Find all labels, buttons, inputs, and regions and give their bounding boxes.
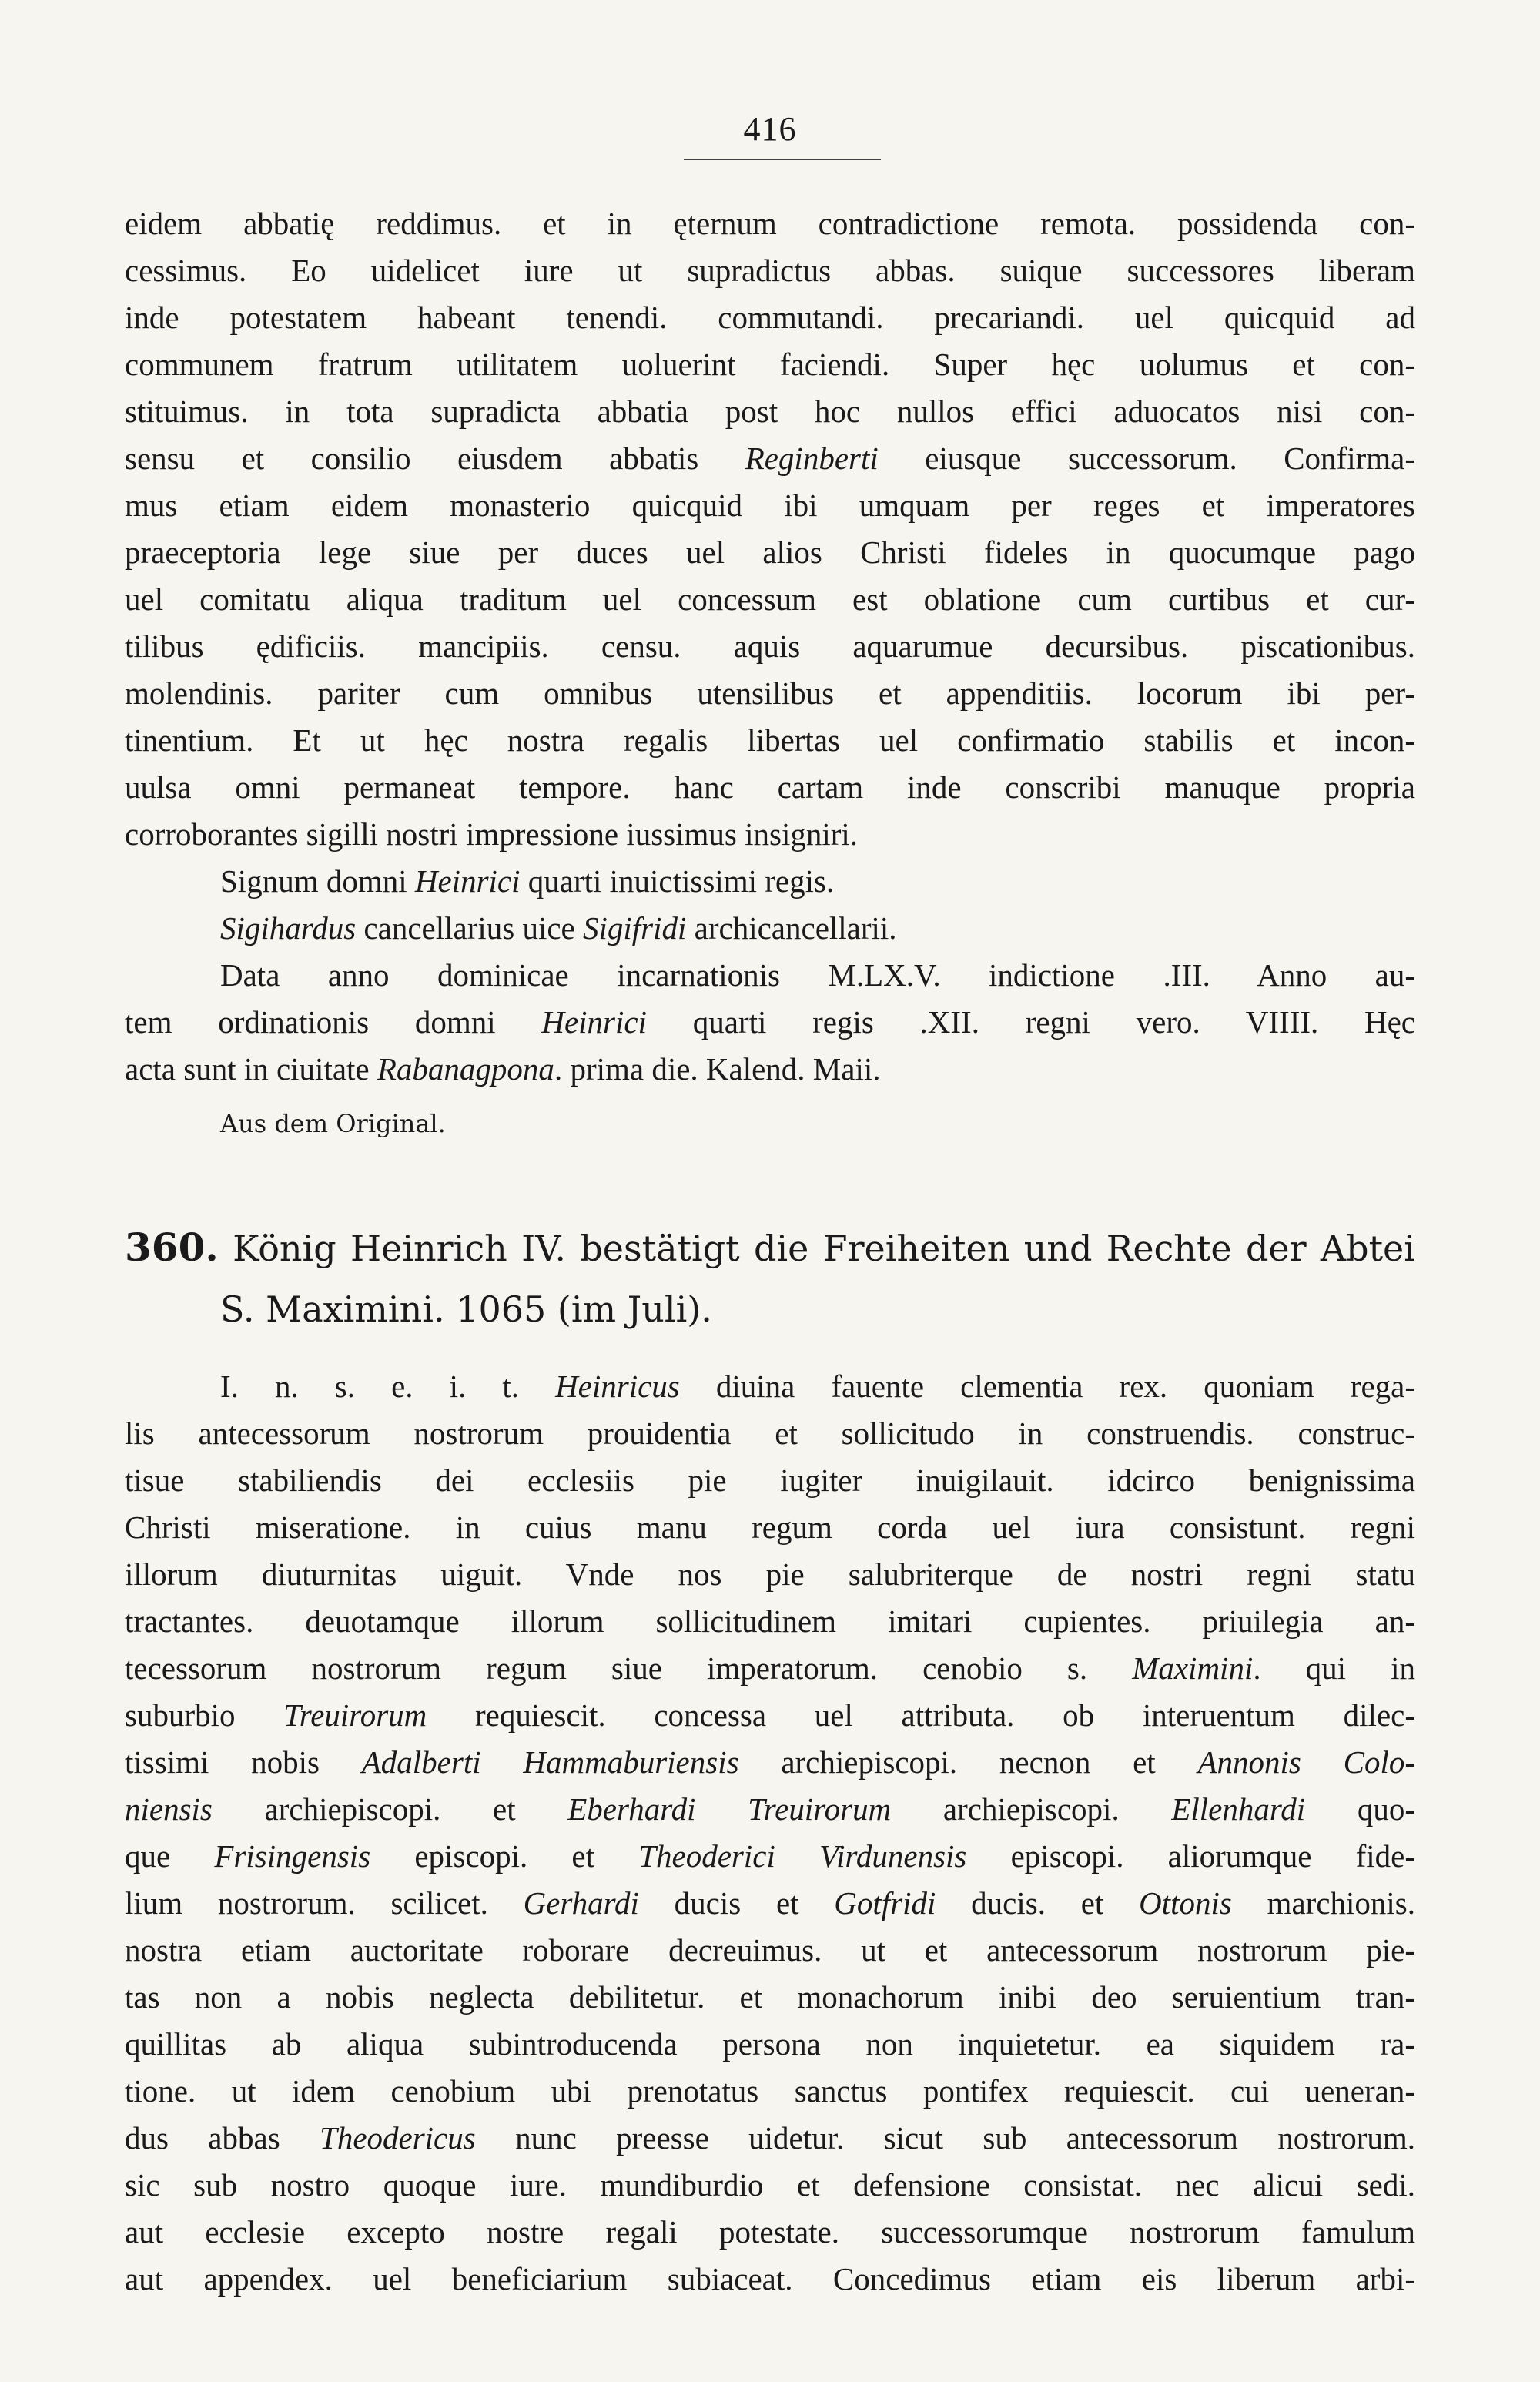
text-line <box>125 1551 1415 1598</box>
italic-name: Ottonis <box>1139 1885 1232 1921</box>
text-line <box>125 1880 1415 1927</box>
text-run: acta sunt in ciuitate <box>125 1051 377 1087</box>
text-line <box>125 1974 1415 2021</box>
text-line <box>125 905 1415 952</box>
text-line <box>125 1645 1415 1692</box>
text-run: communem fratrum utilitatem uoluerint faciendi. Super hęc uolumus et con- <box>125 347 1415 382</box>
text-run: archiepiscopi. et <box>212 1791 568 1827</box>
source-note: Aus dem Original. <box>220 1109 446 1138</box>
text-line <box>125 952 1415 999</box>
text-run: episcopi. aliorumque fide- <box>966 1838 1415 1874</box>
italic-name: Treuirorum <box>283 1697 427 1733</box>
text-run: tas non a nobis neglecta debilitetur. et monachorum inibi deo seruientium tran- <box>125 1979 1415 2015</box>
text-run: inde potestatem habeant tenendi. commutandi. precariandi. uel quicquid ad <box>125 300 1415 335</box>
text-line <box>125 1046 1415 1093</box>
text-run: cancellarius uice <box>356 910 583 946</box>
italic-name: Ellenhardi <box>1171 1791 1306 1827</box>
text-line <box>125 2115 1415 2162</box>
italic-name: Annonis Colo- <box>1197 1744 1415 1780</box>
text-run: I. n. s. e. i. t. <box>220 1369 556 1404</box>
text-run: Signum domni <box>220 863 415 899</box>
charter-text-359-end <box>125 200 1415 1093</box>
text-run: eidem abbatię reddimus. et in ęternum contradictione remota. possidenda con- <box>125 206 1415 241</box>
text-run: quillitas ab aliqua subintroducenda persona non inquietetur. ea siquidem ra- <box>125 2026 1415 2062</box>
text-line <box>125 2068 1415 2115</box>
text-run: marchionis. <box>1231 1885 1415 1921</box>
text-run: tractantes. deuotamque illorum sollicitudinem imitari cupientes. priuilegia an- <box>125 1603 1415 1639</box>
italic-name: Heinricus <box>555 1369 680 1404</box>
text-line <box>125 1833 1415 1880</box>
italic-name: Theodericus <box>320 2120 476 2156</box>
text-line <box>125 670 1415 717</box>
italic-name: Sigihardus <box>220 910 357 946</box>
text-run: quarti inuictissimi regis. <box>520 863 835 899</box>
text-run: uulsa omni permaneat tempore. hanc cartam inde conscribi manuque propria <box>125 769 1415 805</box>
italic-name: Adalberti Hammaburiensis <box>361 1744 739 1780</box>
text-line <box>125 2021 1415 2068</box>
italic-name: Gerhardi <box>523 1885 639 1921</box>
text-run: nunc preesse uidetur. sicut sub antecessorum nostrorum. <box>475 2120 1415 2156</box>
text-line <box>125 2162 1415 2209</box>
text-line <box>125 388 1415 435</box>
text-line <box>125 999 1415 1046</box>
text-run: diuina fauente clementia rex. quoniam rega- <box>679 1369 1415 1404</box>
text-run: archicancellarii. <box>686 910 897 946</box>
text-run: tissimi nobis <box>125 1744 362 1780</box>
text-run: ducis. et <box>936 1885 1140 1921</box>
text-line <box>125 2209 1415 2256</box>
italic-name: Reginberti <box>745 441 879 476</box>
text-run: quarti regis .XII. regni vero. VIIII. Hęc <box>647 1004 1415 1040</box>
text-run: aut appendex. uel beneficiarium subiaceat. Concedimus etiam eis liberum arbi- <box>125 2261 1415 2297</box>
text-line <box>125 1739 1415 1786</box>
text-run: archiepiscopi. necnon et <box>738 1744 1198 1780</box>
text-line <box>125 717 1415 764</box>
text-run: quo- <box>1305 1791 1415 1827</box>
italic-name: niensis <box>125 1791 213 1827</box>
text-line <box>125 529 1415 576</box>
text-run: lium nostrorum. scilicet. <box>125 1885 524 1921</box>
text-run: nostra etiam auctoritate roborare decreuimus. ut et antecessorum nostrorum pie- <box>125 1932 1415 1968</box>
text-line <box>125 1504 1415 1551</box>
document-title-line2: S. Maximini. 1065 (im Juli). <box>220 1288 712 1330</box>
text-run: stituimus. in tota supradicta abbatia post hoc nullos effici aduocatos nisi con- <box>125 394 1415 429</box>
text-run: illorum diuturnitas uiguit. Vnde nos pie salubriterque de nostri regni statu <box>125 1556 1415 1592</box>
text-line <box>125 623 1415 670</box>
text-run: episcopi. et <box>370 1838 639 1874</box>
italic-name: Theoderici Virdunensis <box>638 1838 967 1874</box>
italic-name: Sigifridi <box>582 910 687 946</box>
italic-name: Maximini <box>1132 1650 1254 1686</box>
italic-name: Gotfridi <box>834 1885 936 1921</box>
italic-name: Heinrici <box>414 863 521 899</box>
text-run: cessimus. Eo uidelicet iure ut supradictus abbas. suique successores liberam <box>125 253 1415 288</box>
text-line <box>125 200 1415 247</box>
text-run: sic sub nostro quoque iure. mundiburdio et defensione consistat. nec alicui sedi. <box>125 2167 1415 2203</box>
text-run: tecessorum nostrorum regum siue imperatorum. cenobio s. <box>125 1650 1133 1686</box>
text-run: sensu et consilio eiusdem abbatis <box>125 441 745 476</box>
text-run: ducis et <box>638 1885 835 1921</box>
italic-name: Frisingensis <box>214 1838 371 1874</box>
document-number: 360. <box>125 1225 219 1270</box>
text-line <box>125 1457 1415 1504</box>
text-run: aut ecclesie excepto nostre regali potestate. successorumque nostrorum famulum <box>125 2214 1415 2250</box>
text-line <box>125 482 1415 529</box>
text-line <box>125 2256 1415 2303</box>
text-line <box>125 1927 1415 1974</box>
text-run: archiepiscopi. <box>891 1791 1172 1827</box>
text-run: . prima die. Kalend. Maii. <box>554 1051 881 1087</box>
text-line <box>125 294 1415 341</box>
text-line <box>125 341 1415 388</box>
charter-text-360 <box>125 1363 1415 2303</box>
text-run: mus etiam eidem monasterio quicquid ibi umquam per reges et imperatores <box>125 487 1415 523</box>
text-run: tilibus ędificiis. mancipiis. censu. aquis aquarumue decursibus. piscationibus. <box>125 628 1415 664</box>
document-heading-360 <box>125 1217 1415 1340</box>
text-run: molendinis. pariter cum omnibus utensilibus et appenditiis. locorum ibi per- <box>125 675 1415 711</box>
text-run: lis antecessorum nostrorum prouidentia et sollicitudo in construendis. construc- <box>125 1415 1415 1451</box>
text-line <box>125 1410 1415 1457</box>
document-title-line1: König Heinrich IV. bestätigt die Freiheiten und Rechte der Abtei <box>233 1228 1415 1269</box>
italic-name: Rabanagpona <box>377 1051 554 1087</box>
header-rule <box>684 159 881 160</box>
text-run: tione. ut idem cenobium ubi prenotatus sanctus pontifex requiescit. cui ueneran- <box>125 2073 1415 2109</box>
text-run: tinentium. Et ut hęc nostra regalis libertas uel confirmatio stabilis et incon- <box>125 722 1415 758</box>
text-run: praeceptoria lege siue per duces uel alios Christi fideles in quocumque pago <box>125 534 1415 570</box>
text-line <box>125 247 1415 294</box>
text-run: requiescit. concessa uel attributa. ob interuentum dilec- <box>427 1697 1415 1733</box>
text-run: tisue stabiliendis dei ecclesiis pie iugiter inuigilauit. idcirco benignissima <box>125 1462 1415 1498</box>
text-run: dus abbas <box>125 2120 320 2156</box>
text-line <box>125 1786 1415 1833</box>
text-line <box>125 858 1415 905</box>
text-run: tem ordinationis domni <box>125 1004 542 1040</box>
text-line <box>125 764 1415 811</box>
text-run: uel comitatu aliqua traditum uel concessum est oblatione cum curtibus et cur- <box>125 581 1415 617</box>
text-run: corroborantes sigilli nostri impressione iussimus insigniri. <box>125 816 859 852</box>
text-run: . qui in <box>1253 1650 1415 1686</box>
text-run: eiusque successorum. Confirma- <box>878 441 1415 476</box>
text-run: Data anno dominicae incarnationis M.LX.V. indictione .III. Anno au- <box>220 957 1415 993</box>
text-run: que <box>125 1838 215 1874</box>
italic-name: Heinrici <box>541 1004 647 1040</box>
text-run: Christi miseratione. in cuius manu regum corda uel iura consistunt. regni <box>125 1509 1415 1545</box>
text-line <box>125 576 1415 623</box>
text-line <box>125 1692 1415 1739</box>
text-line <box>125 435 1415 482</box>
text-run: suburbio <box>125 1697 284 1733</box>
text-line <box>125 1598 1415 1645</box>
text-line <box>125 811 1415 858</box>
page-number: 416 <box>743 110 797 148</box>
italic-name: Eberhardi Treuirorum <box>567 1791 892 1827</box>
text-line <box>125 1363 1415 1410</box>
